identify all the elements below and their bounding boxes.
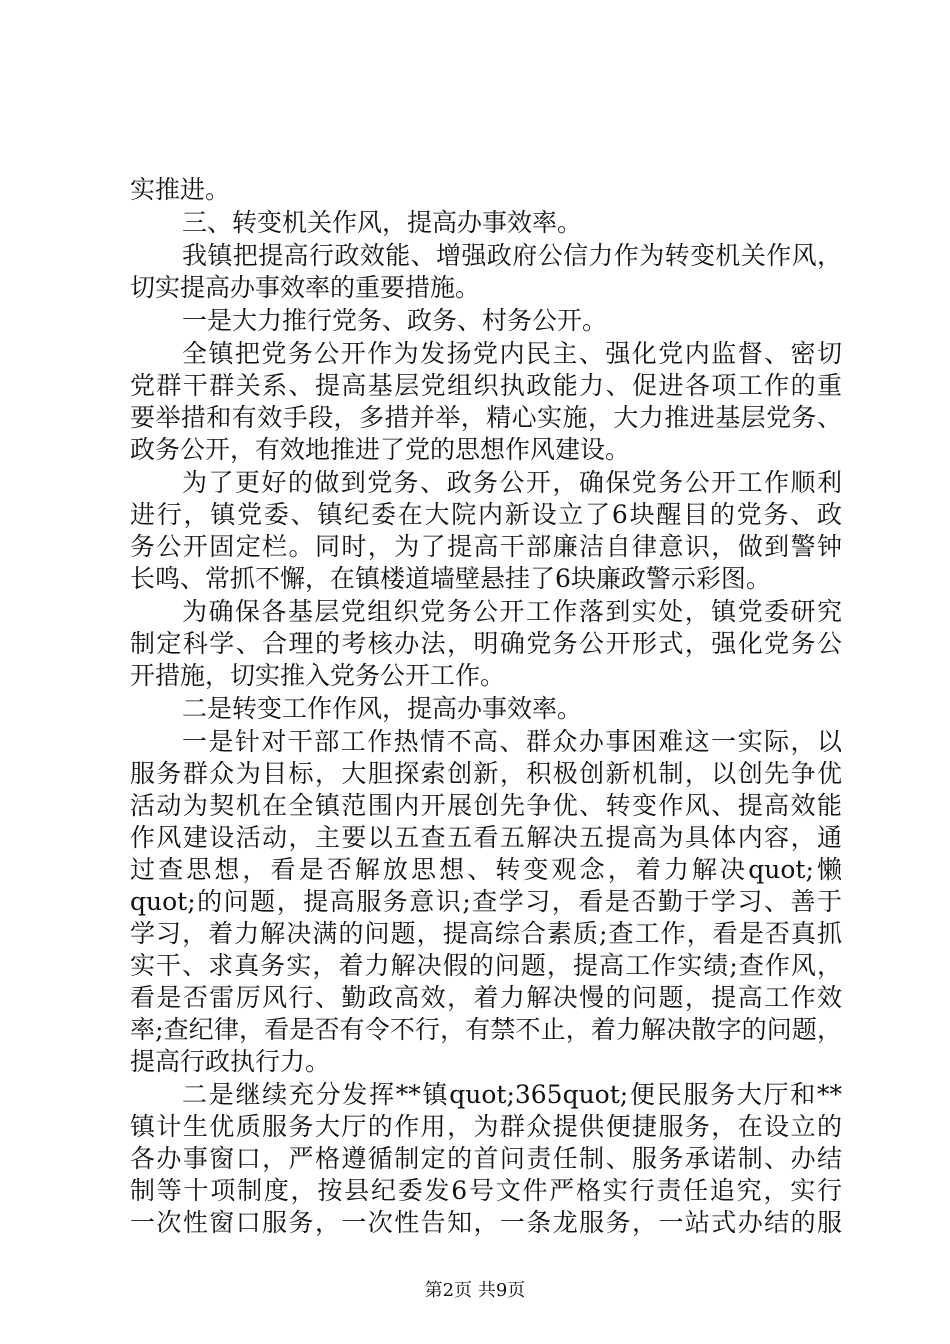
text-line: 各办事窗口，严格遵循制定的首问责任制、服务承诺制、办结 bbox=[130, 1144, 842, 1173]
paragraph bbox=[130, 338, 842, 466]
text-line: 一是针对干部工作热情不高、群众办事困难这一实际，以 bbox=[182, 727, 842, 756]
text-line: 进行，镇党委、镇纪委在大院内新设立了6块醒目的党务、政 bbox=[130, 500, 842, 529]
text-line: 政务公开，有效地推进了党的思想作风建设。 bbox=[130, 435, 631, 464]
text-line: 二是转变工作作风，提高办事效率。 bbox=[182, 694, 583, 723]
paragraph-continued bbox=[130, 174, 842, 206]
paragraph bbox=[130, 467, 842, 595]
text-line: 制定科学、合理的考核办法，明确党务公开形式，强化党务公 bbox=[130, 629, 842, 658]
text-line: 为了更好的做到党务、政务公开，确保党务公开工作顺利 bbox=[182, 468, 842, 497]
text-line: 开措施，切实推入党务公开工作。 bbox=[130, 661, 506, 690]
section-heading bbox=[130, 207, 842, 239]
text-line: 作风建设活动，主要以五查五看五解决五提高为具体内容，通 bbox=[130, 823, 842, 852]
text-line: 看是否雷厉风行、勤政高效，着力解决慢的问题，提高工作效 bbox=[130, 983, 842, 1012]
text-line: 务公开固定栏。同时，为了提高干部廉洁自律意识，做到警钟 bbox=[130, 532, 842, 561]
text-line: 制等十项制度，按县纪委发6号文件严格实行责任追究，实行 bbox=[130, 1176, 842, 1205]
text-line: 服务群众为目标，大胆探索创新，积极创新机制，以创先争优 bbox=[130, 759, 842, 788]
text-line: 活动为契机在全镇范围内开展创先争优、转变作风、提高效能 bbox=[130, 791, 842, 820]
text-line: 党群干群关系、提高基层党组织执政能力、促进各项工作的重 bbox=[130, 371, 842, 400]
text-line: 一次性窗口服务，一次性告知，一条龙服务，一站式办结的服 bbox=[130, 1208, 842, 1237]
text-line: 三、转变机关作风，提高办事效率。 bbox=[182, 208, 583, 237]
text-line: 学习，着力解决满的问题，提高综合素质;查工作，看是否真抓 bbox=[130, 919, 842, 948]
text-line: 长鸣、常抓不懈，在镇楼道墙壁悬挂了6块廉政警示彩图。 bbox=[130, 564, 771, 593]
text-line: 为确保各基层党组织党务公开工作落到实处，镇党委研究 bbox=[182, 597, 842, 626]
text-line: 实推进。 bbox=[130, 175, 231, 204]
text-line: 镇计生优质服务大厅的作用，为群众提供便捷服务，在设立的 bbox=[130, 1112, 842, 1141]
text-line: quot;的问题，提高服务意识;查学习，看是否勤于学习、善于 bbox=[130, 887, 842, 916]
text-line: 过查思想，看是否解放思想、转变观念，着力解决quot;懒 bbox=[130, 855, 842, 884]
subheading bbox=[130, 305, 842, 337]
subheading bbox=[130, 693, 842, 725]
document-body bbox=[130, 174, 842, 1239]
text-line: 提高行政执行力。 bbox=[130, 1047, 331, 1076]
paragraph bbox=[130, 1079, 842, 1239]
text-line: 要举措和有效手段，多措并举，精心实施，大力推进基层党务、 bbox=[130, 403, 842, 432]
text-line: 全镇把党务公开作为发扬党内民主、强化党内监督、密切 bbox=[182, 339, 842, 368]
text-line: 一是大力推行党务、政务、村务公开。 bbox=[182, 306, 608, 335]
page-number-footer: 第2页 共9页 bbox=[424, 1280, 526, 1301]
paragraph bbox=[130, 240, 842, 304]
text-line: 率;查纪律，看是否有令不行，有禁不止，着力解决散字的问题， bbox=[130, 1015, 842, 1044]
paragraph bbox=[130, 726, 842, 1078]
text-line: 我镇把提高行政效能、增强政府公信力作为转变机关作风， bbox=[182, 241, 842, 270]
text-line: 二是继续充分发挥**镇quot;365quot;便民服务大厅和** bbox=[182, 1080, 842, 1109]
text-line: 实干、求真务实，着力解决假的问题，提高工作实绩;查作风， bbox=[130, 951, 842, 980]
paragraph bbox=[130, 596, 842, 692]
text-line: 切实提高办事效率的重要措施。 bbox=[130, 273, 481, 302]
